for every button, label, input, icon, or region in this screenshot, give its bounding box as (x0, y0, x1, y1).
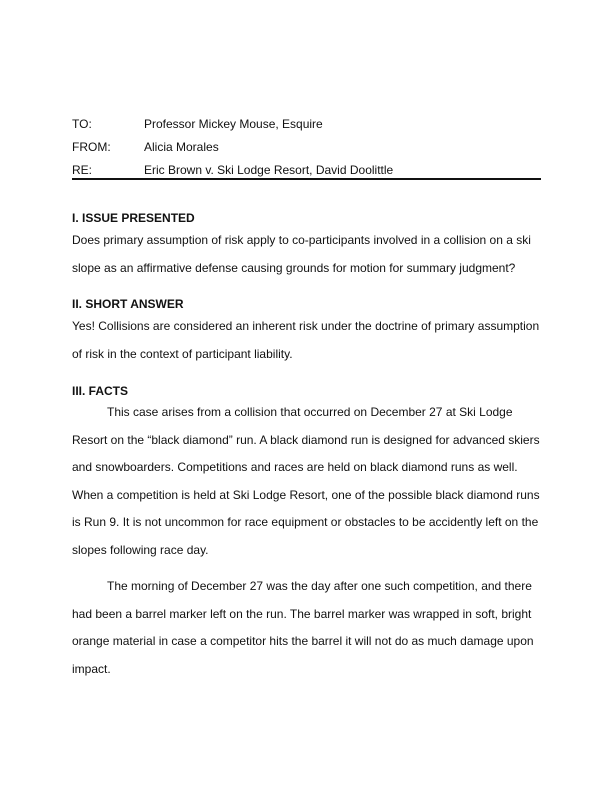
facts-heading: III. FACTS (72, 384, 129, 398)
memo-from-value: Alicia Morales (144, 140, 219, 154)
issue-text: Does primary assumption of risk apply to co-participants involved in a collision on a ski slope as an affirmative defense causing grounds for motion for summary judgment? (72, 233, 531, 275)
memo-to-value: Professor Mickey Mouse, Esquire (144, 117, 323, 131)
facts-paragraph-2: The morning of December 27 was the day after one such competition, and there had been a barrel marker left on the run. The barrel marker was wrapped in soft, bright orange material in case a competitor hits the barrel it will not do as much damage upon impact. (72, 579, 534, 676)
memo-from-label: FROM: (72, 140, 111, 154)
issue-heading: I. ISSUE PRESENTED (72, 211, 195, 225)
memo-to-label: TO: (72, 117, 92, 131)
answer-text: Yes! Collisions are considered an inherent risk under the doctrine of primary assumption of risk in the context of participant liability. (72, 319, 540, 361)
header-divider (72, 178, 541, 180)
facts-paragraph-1: This case arises from a collision that occurred on December 27 at Ski Lodge Resort on the “black diamond” run. A black diamond run is designed for advanced skiers and snowboarders. Competitions and races are held on black diamond runs as well. When a competition is held at Ski Lodge Resort, one of the possible black diamond runs is Run 9. It is not uncommon for race equipment or obstacles to be accidently left on the slopes following race day. (72, 405, 540, 557)
answer-heading: II. SHORT ANSWER (72, 297, 184, 311)
memo-re-label: RE: (72, 163, 93, 177)
memo-re-value: Eric Brown v. Ski Lodge Resort, David Doolittle (144, 163, 394, 177)
